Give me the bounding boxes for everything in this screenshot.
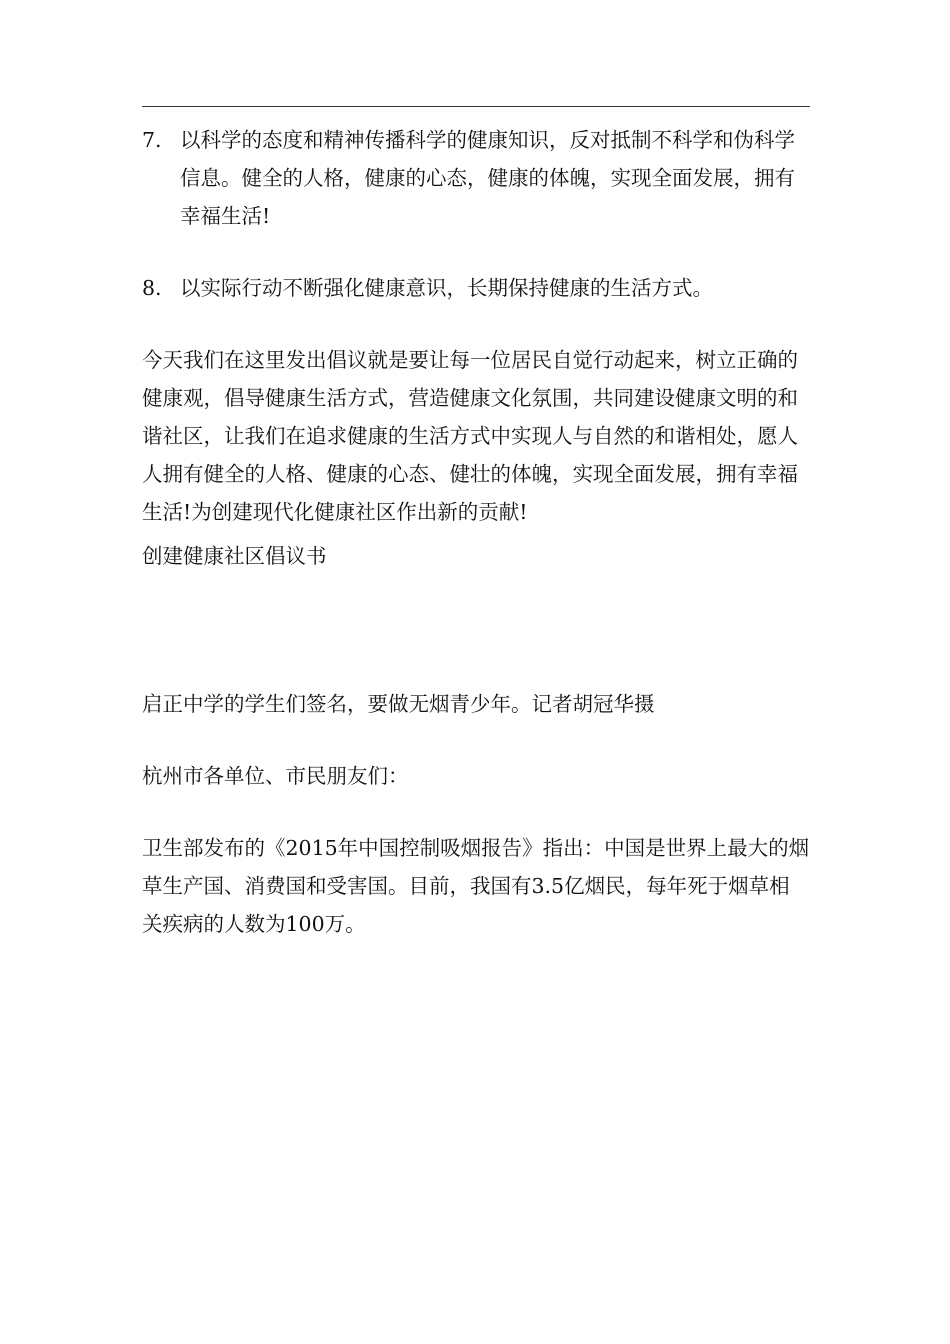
list-item-text: 以科学的态度和精神传播科学的健康知识，反对抵制不科学和伪科学信息。健全的人格，健康的心态，健康的体魄，实现全面发展，拥有幸福生活! — [180, 128, 795, 228]
document-body — [142, 121, 810, 943]
list-item-text: 以实际行动不断强化健康意识，长期保持健康的生活方式。 — [180, 276, 713, 300]
list-item-number: 7. — [142, 128, 162, 152]
list-item-number: 8. — [142, 276, 162, 300]
list-item-8 — [142, 269, 810, 307]
body-paragraph-2: 卫生部发布的《2015年中国控制吸烟报告》指出：中国是世界上最大的烟草生产国、消费国和受害国。目前，我国有3.5亿烟民，每年死于烟草相关疾病的人数为100万。 — [142, 836, 810, 936]
document-heading: 创建健康社区倡议书 — [142, 544, 327, 568]
body-paragraph: 今天我们在这里发出倡议就是要让每一位居民自觉行动起来，树立正确的健康观，倡导健康生活方式，营造健康文化氛围，共同建设健康文明的和谐社区，让我们在追求健康的生活方式中实现人与自然的和谐相处，愿人人拥有健全的人格、健康的心态、健壮的体魄，实现全面发展，拥有幸福生活!为创建现代化健康社区作出新的贡献! — [142, 348, 798, 524]
photo-caption: 启正中学的学生们签名，要做无烟青少年。记者胡冠华摄 — [142, 692, 655, 716]
salutation: 杭州市各单位、市民朋友们： — [142, 764, 409, 788]
list-item-7 — [142, 121, 810, 235]
header-rule — [142, 106, 810, 107]
